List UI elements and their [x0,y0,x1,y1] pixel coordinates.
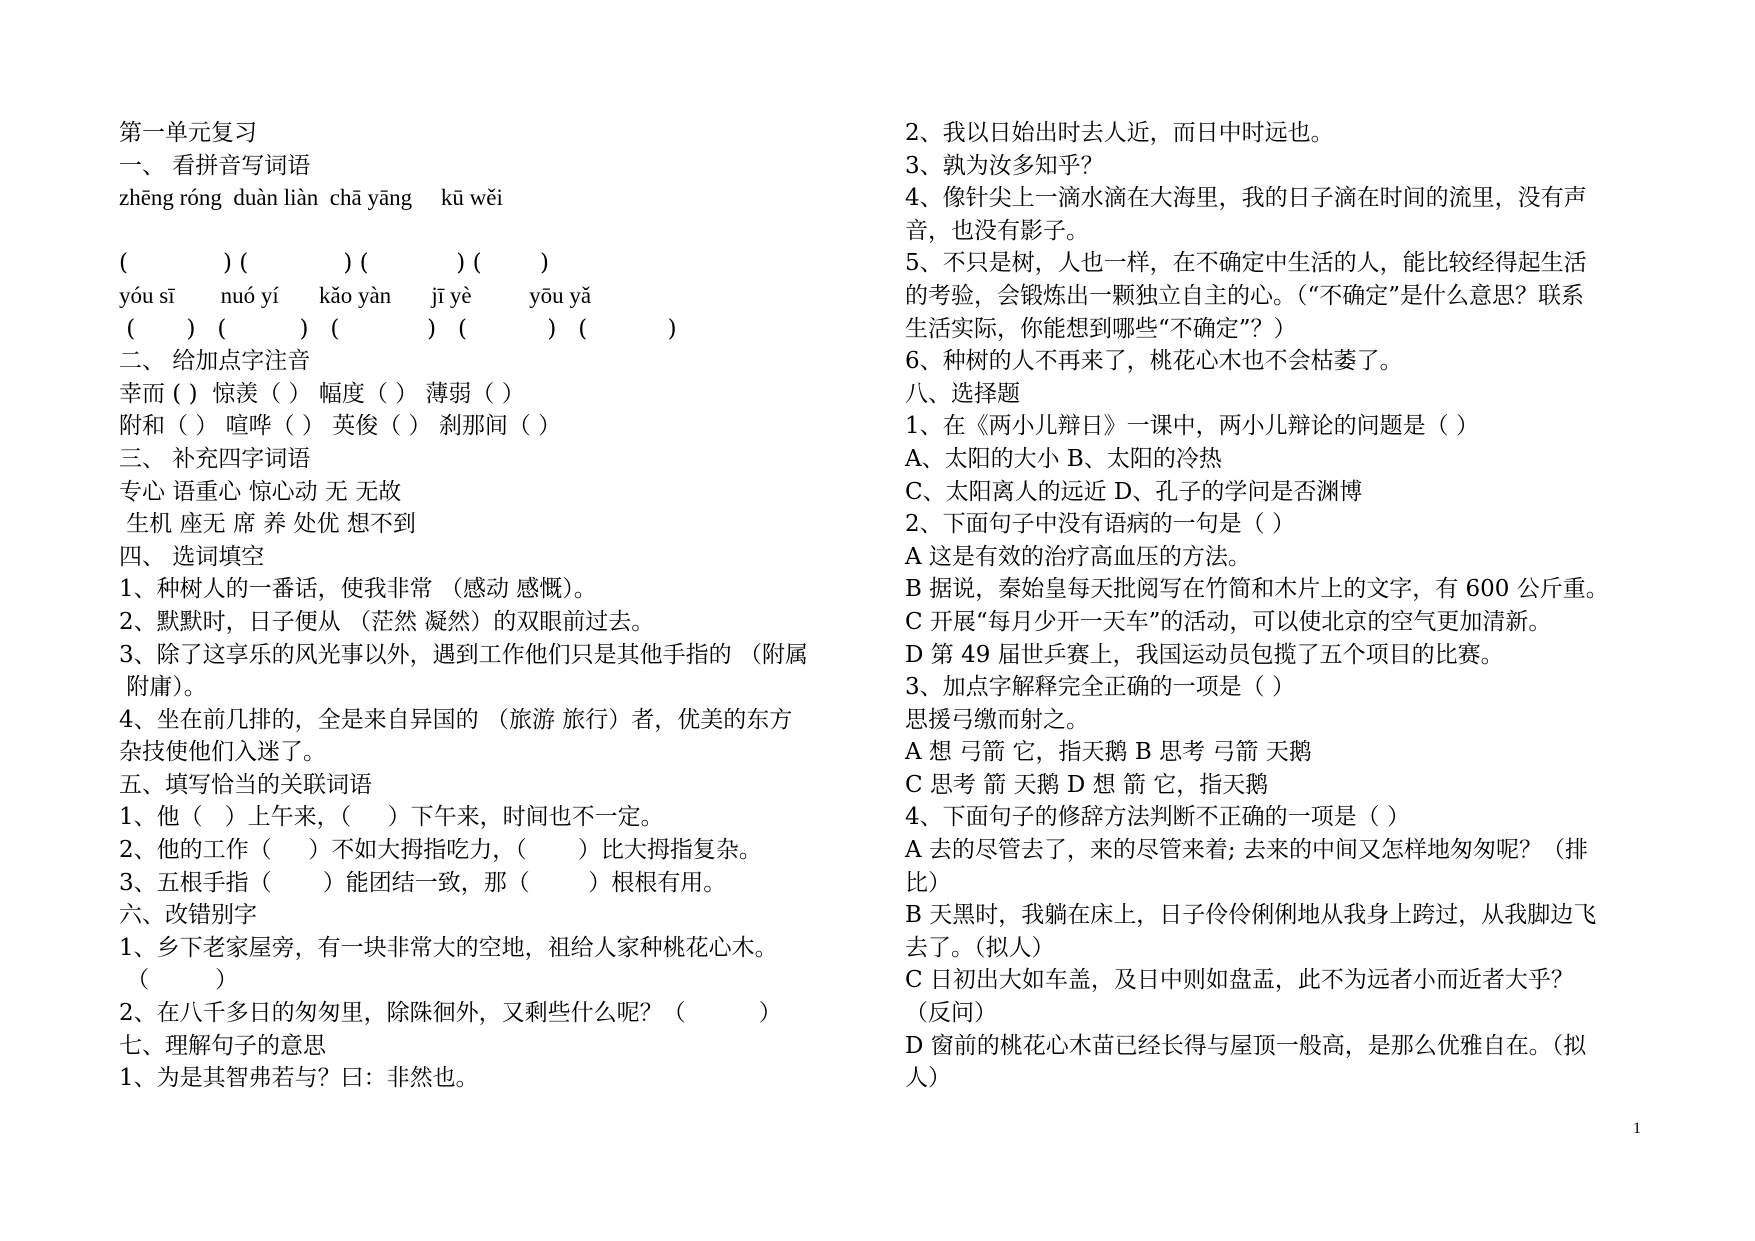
text-line: 八、选择题 [905,380,1020,407]
text-line: 1、乡下老家屋旁，有一块非常大的空地，祖给人家种桃花心木。 [119,934,778,961]
text-line: B 天黑时，我躺在床上，日子伶伶俐俐地从我身上跨过，从我脚边飞 [905,902,1597,929]
text-line: 2、下面句子中没有语病的一句是（ ） [905,511,1295,538]
text-line: 思援弓缴而射之。 [905,706,1089,733]
text-line: A 想 弓箭 它，指天鹅 B 思考 弓箭 天鹅 [905,739,1312,766]
text-line: C 开展“每月少开一天车”的活动，可以使北京的空气更加清新。 [905,608,1552,635]
text-line: 1、在《两小儿辩日》一课中，两小儿辩论的问题是（ ） [905,413,1479,440]
text-line: 5、不只是树，人也一样，在不确定中生活的人，能比较经得起生活 [905,250,1587,277]
text-line: C 思考 箭 天鹅 D 想 箭 它，指天鹅 [905,771,1269,798]
left-column [119,117,869,1095]
text-line: A 这是有效的治疗高血压的方法。 [905,543,1251,570]
text-line: 二、 给加点字注音 [119,348,311,375]
text-line: 七、理解句子的意思 [119,1032,326,1059]
text-line [119,215,869,248]
text-line: 三、 补充四字词语 [119,445,311,472]
text-line: 生机 座无 席 养 处优 想不到 [119,511,416,538]
text-line: 比） [905,869,951,896]
text-line: 2、他的工作（ ）不如大拇指吃力，（ ）比大拇指复杂。 [119,837,762,864]
text-line: 3、五根手指（ ）能团结一致，那（ ）根根有用。 [119,869,727,896]
text-line: 1、为是其智弗若与？曰：非然也。 [119,1065,479,1092]
text-line: 4、下面句子的修辞方法判断不正确的一项是（ ） [905,804,1410,831]
text-line: 2、默默时，日子便从 （茫然 凝然）的双眼前过去。 [119,608,655,635]
text-line: 六、改错别字 [119,902,257,929]
text-line: 生活实际，你能想到哪些“不确定”？） [905,315,1297,342]
text-line: 第一单元复习 [119,120,257,146]
text-line: yóu sī nuó yí kǎo yàn jī yè yōu yǎ [119,282,592,308]
text-line: 音，也没有影子。 [905,217,1089,244]
text-line: 3、加点字解释完全正确的一项是（ ） [905,674,1295,701]
text-line: 附庸）。 [119,674,207,701]
text-line: 的考验，会锻炼出一颗独立自主的心。（“不确定”是什么意思？联系 [905,282,1585,309]
text-line: D 第 49 届世乒赛上，我国运动员包揽了五个项目的比赛。 [905,641,1504,668]
right-column [905,117,1645,1095]
text-line: （ ） [119,967,239,994]
text-line: 人） [905,1065,951,1092]
text-line: 1、他（ ）上午来，（ ）下午来，时间也不一定。 [119,804,664,831]
text-line: B 据说，秦始皇每天批阅写在竹简和木片上的文字，有 600 公斤重。 [905,576,1609,603]
text-line: 杂技使他们入迷了。 [119,739,326,766]
text-line: 1、种树人的一番话，使我非常 （感动 感慨）。 [119,576,597,603]
text-line: A、太阳的大小 B、太阳的冷热 [905,445,1222,472]
text-line: 3、孰为汝多知乎？ [905,152,1104,179]
text-line: 去了。（拟人） [905,934,1055,961]
text-line: C 日初出大如车盖，及日中则如盘盂，此不为远者小而近者大乎？ [905,967,1574,994]
text-line: 4、像针尖上一滴水滴在大海里，我的日子滴在时间的流里，没有声 [905,185,1587,212]
text-line: C、太阳离人的远近 D、孔子的学问是否渊博 [905,478,1363,505]
text-line: 2、我以日始出时去人近，而日中时远也。 [905,120,1334,146]
text-line: ( ) ( ) ( ) ( ) [119,250,550,277]
text-line: zhēng róng duàn liàn chā yāng kū wěi [119,185,503,211]
text-line: D 窗前的桃花心木苗已经长得与屋顶一般高，是那么优雅自在。（拟 [905,1032,1587,1059]
text-line: 6、种树的人不再来了，桃花心木也不会枯萎了。 [905,348,1403,375]
text-line: 附和（ ） 喧哗（ ） 英俊（ ） 刹那间（ ） [119,413,562,440]
text-line: 2、在八千多日的匆匆里，除陎徊外，又剩些什么呢？（ ） [119,1000,782,1027]
page-number: 1 [1633,1120,1641,1137]
text-line: ( ) ( ) ( ) ( ) ( ) [119,315,677,342]
text-line: 幸而 ( ) 惊羡（ ） 幅度（ ） 薄弱（ ） [119,380,525,407]
text-line: （反问） [905,1000,997,1027]
text-line: 专心 语重心 惊心动 无 无故 [119,478,402,505]
text-line: 3、除了这享乐的风光事以外，遇到工作他们只是其他手指的 （附属 [119,641,808,668]
text-line: 一、 看拼音写词语 [119,152,311,179]
text-line: A 去的尽管去了，来的尽管来着; 去来的中间又怎样地匆匆呢？（排 [905,837,1588,864]
text-line: 五、填写恰当的关联词语 [119,771,372,798]
text-line: 4、坐在前几排的，全是来自异国的 （旅游 旅行）者，优美的东方 [119,706,793,733]
text-line: 四、 选词填空 [119,543,265,570]
